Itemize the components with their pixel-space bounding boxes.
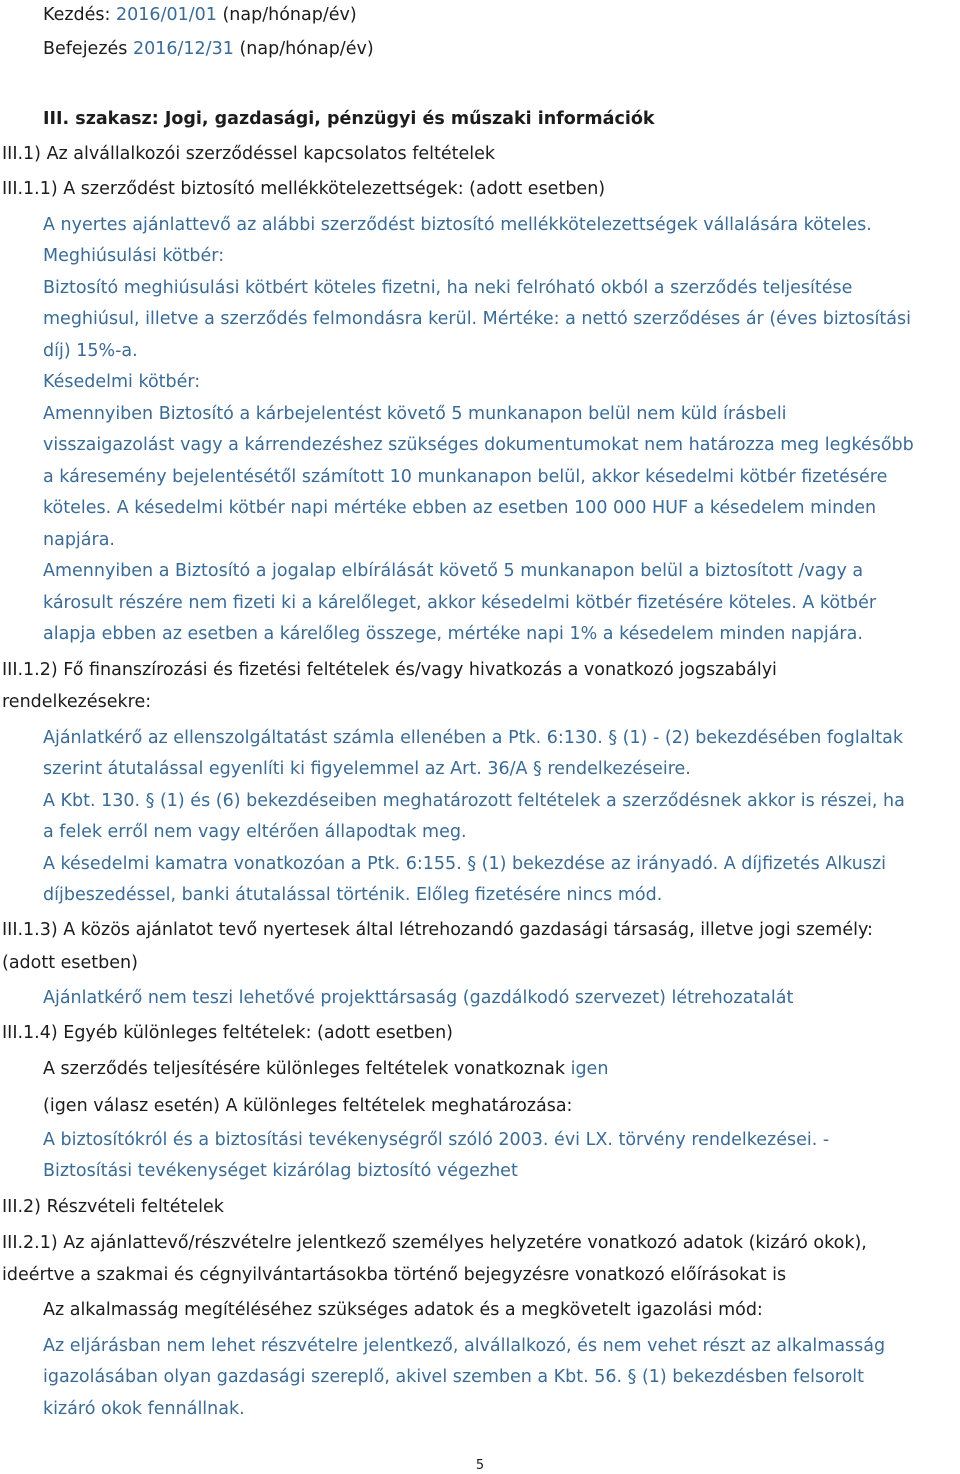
paragraph-line: Amennyiben a Biztosító a jogalap elbírálását követő 5 munkanapon belül a biztosított /vagy a xyxy=(43,561,864,581)
suitability-label: Az alkalmasság megítéléséhez szükséges adatok és a megkövetelt igazolási mód: xyxy=(43,1300,763,1320)
paragraph-line: Ajánlatkérő az ellenszolgáltatást számla ellenében a Ptk. 6:130. § (1) - (2) bekezdésében foglaltak xyxy=(43,728,903,748)
special-conditions-label: A szerződés teljesítésére különleges feltételek vonatkoznak xyxy=(43,1059,565,1079)
start-date-value: 2016/01/01 xyxy=(116,5,217,25)
end-date-line xyxy=(43,38,374,60)
paragraph-line: visszaigazolást vagy a kárrendezéshez szükséges dokumentumokat nem határozza meg legkésőbb xyxy=(43,435,914,455)
paragraph-line: meghiúsul, illetve a szerződés felmondásra kerül. Mértéke: a nettó szerződéses ár (éves biztosítási xyxy=(43,309,911,329)
end-date-unit: (nap/hónap/év) xyxy=(239,39,374,59)
paragraph-line: kizáró okok fennállnak. xyxy=(43,1399,245,1419)
paragraph-line: Biztosítási tevékenységet kizárólag biztosító végezhet xyxy=(43,1161,518,1181)
special-conditions-question xyxy=(43,1058,608,1080)
page-number: 5 xyxy=(475,1458,485,1473)
paragraph-line: A Kbt. 130. § (1) és (6) bekezdéseiben meghatározott feltételek a szerződésnek akkor is részei, ha xyxy=(43,791,905,811)
paragraph-line: A nyertes ajánlattevő az alábbi szerződést biztosító mellékkötelezettségek vállalására köteles. xyxy=(43,215,872,235)
paragraph-line: károsult részére nem fizeti ki a kárelőleget, akkor késedelmi kötbér fizetésére köteles. A kötbér xyxy=(43,593,877,613)
paragraph-line: Meghiúsulási kötbér: xyxy=(43,246,225,266)
special-conditions-value: igen xyxy=(570,1059,609,1079)
start-date-label: Kezdés: xyxy=(43,5,111,25)
section-heading: III. szakasz: Jogi, gazdasági, pénzügyi és műszaki információk xyxy=(43,109,655,129)
paragraph-line: A biztosítókról és a biztosítási tevékenységről szóló 2003. évi LX. törvény rendelkezései. - xyxy=(43,1130,830,1150)
subsection-heading-III-1-4: III.1.4) Egyéb különleges feltételek: (adott esetben) xyxy=(2,1023,453,1043)
paragraph-line: napjára. xyxy=(43,530,115,550)
paragraph-line: Biztosító meghiúsulási kötbért köteles fizetni, ha neki felróható okból a szerződés teljesítése xyxy=(43,278,853,298)
end-date-value: 2016/12/31 xyxy=(132,39,234,59)
paragraph-line: A késedelmi kamatra vonatkozóan a Ptk. 6:155. § (1) bekezdése az irányadó. A díjfizetés Alkuszi xyxy=(43,854,887,874)
subsection-heading-III-2-1: III.2.1) Az ajánlattevő/részvételre jelentkező személyes helyzetére vonatkozó adatok (kizáró okok), xyxy=(2,1233,867,1253)
paragraph-line: alapja ebben az esetben a kárelőleg összege, mértéke napi 1% a késedelem minden napjára. xyxy=(43,624,863,644)
paragraph-line: díj) 15%-a. xyxy=(43,341,138,361)
start-date-unit: (nap/hónap/év) xyxy=(222,5,357,25)
subsection-heading-III-1-2-cont: rendelkezésekre: xyxy=(2,692,152,712)
subsection-heading-III-2: III.2) Részvételi feltételek xyxy=(2,1197,224,1217)
paragraph-line: a káresemény bejelentésétől számított 10 munkanapon belül, akkor késedelmi kötbér fizetésére xyxy=(43,467,888,487)
paragraph-line: a felek erről nem vagy eltérően állapodtak meg. xyxy=(43,822,467,842)
subsection-heading-III-2-1-cont: ideértve a szakmai és cégnyilvántartásokba történő bejegyzésre vonatkozó előírásokat is xyxy=(2,1265,787,1285)
subsection-heading-III-1-2: III.1.2) Fő finanszírozási és fizetési feltételek és/vagy hivatkozás a vonatkozó jogszabályi xyxy=(2,660,777,680)
paragraph-line: Késedelmi kötbér: xyxy=(43,372,201,392)
paragraph-line: Ajánlatkérő nem teszi lehetővé projekttársaság (gazdálkodó szervezet) létrehozatalát xyxy=(43,988,794,1008)
subsection-heading-III-1-3: III.1.3) A közös ajánlatot tevő nyertesek által létrehozandó gazdasági társaság, illetve jogi személy: xyxy=(2,920,873,940)
paragraph-line: szerint átutalással egyenlíti ki figyelemmel az Art. 36/A § rendelkezéseire. xyxy=(43,759,691,779)
paragraph-line: Az eljárásban nem lehet részvételre jelentkező, alvállalkozó, és nem vehet részt az alkalmasság xyxy=(43,1336,886,1356)
paragraph-line: köteles. A késedelmi kötbér napi mértéke ebben az esetben 100 000 HUF a késedelem minden xyxy=(43,498,877,518)
paragraph-line: igazolásában olyan gazdasági szereplő, akivel szemben a Kbt. 56. § (1) bekezdésben felsorolt xyxy=(43,1367,865,1387)
special-conditions-definition-label: (igen válasz esetén) A különleges feltételek meghatározása: xyxy=(43,1096,573,1116)
paragraph-line: Amennyiben Biztosító a kárbejelentést követő 5 munkanapon belül nem küld írásbeli xyxy=(43,404,787,424)
paragraph-line: díjbeszedéssel, banki átutalással történik. Előleg fizetésére nincs mód. xyxy=(43,885,663,905)
end-date-label: Befejezés xyxy=(43,39,128,59)
subsection-heading-III-1: III.1) Az alvállalkozói szerződéssel kapcsolatos feltételek xyxy=(2,144,496,164)
subsection-heading-III-1-3-cont: (adott esetben) xyxy=(2,953,138,973)
subsection-heading-III-1-1: III.1.1) A szerződést biztosító mellékkötelezettségek: (adott esetben) xyxy=(2,179,606,199)
start-date-line xyxy=(43,4,357,26)
